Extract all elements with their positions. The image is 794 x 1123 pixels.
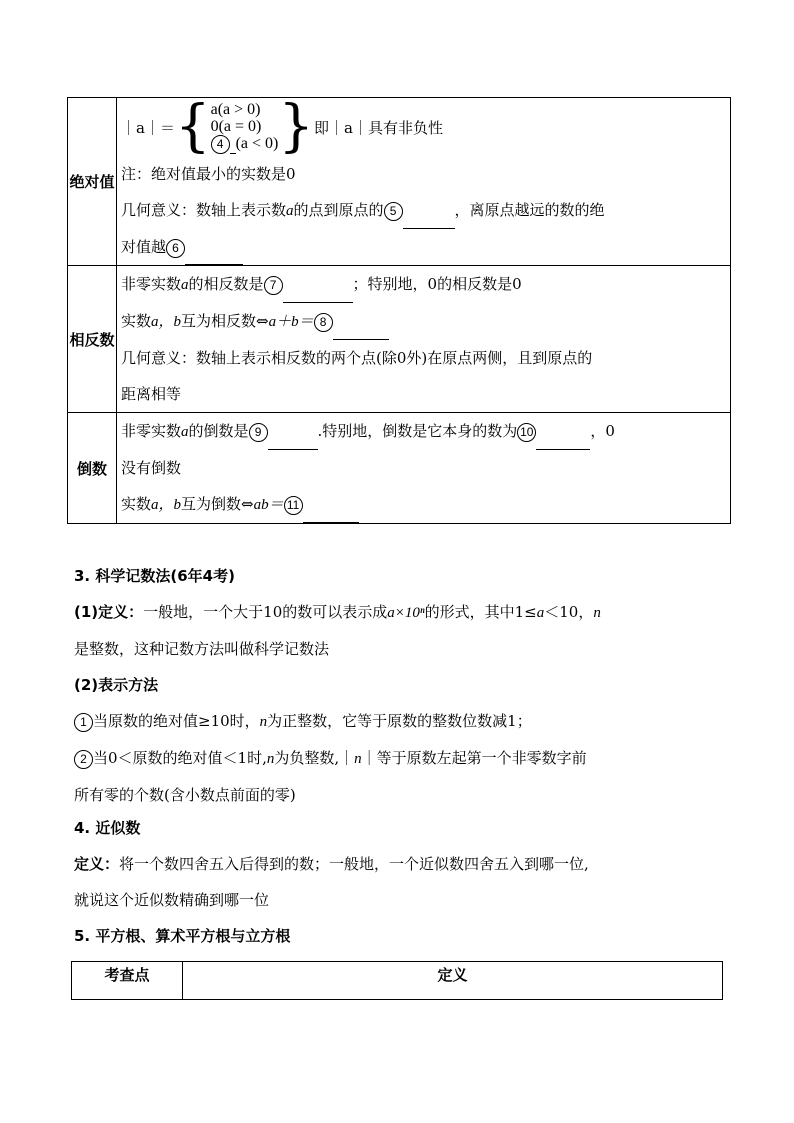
section-scientific-notation [74,558,734,813]
opposite-content [117,266,731,413]
section-approximate-number [74,810,734,918]
opposite-definition: 非零实数a的相反数是 7 ；特别地，0的相反数是0 [121,266,726,303]
answer-blank-10[interactable] [536,433,590,450]
case-negative: 4 (a < 0) [211,135,279,154]
answer-blank-9[interactable] [268,433,318,450]
answer-blank-7[interactable] [283,286,353,303]
section-4-title: 4. 近似数 [74,819,141,837]
row-label-reciprocal: 倒数 [68,413,117,524]
section-roots [74,918,734,954]
approx-definition-cont: 就说这个近似数精确到哪一位 [74,891,270,909]
blank-number-8: 8 [314,313,333,332]
answer-blank-11[interactable] [303,506,359,523]
piecewise-cases [211,101,279,154]
opposite-geometric-meaning: 几何意义：数轴上表示相反数的两个点(除0外)在原点两侧，且到原点的 [121,349,593,367]
sci-rule-2: 2 当0＜原数的绝对值＜1时,n为负整数,｜n｜等于原数左起第一个非零数字前 [74,740,734,777]
header-definition: 定义 [183,962,723,1000]
reciprocal-content [117,413,731,524]
roots-table [71,961,723,1000]
item-number-1: 1 [74,713,93,732]
reciprocal-definition-cont: 没有倒数 [121,459,182,477]
blank-number-11: 11 [284,496,303,515]
blank-number-10: 10 [517,423,536,442]
table-row-absolute-value [68,98,731,266]
approx-definition: 定义：将一个数四舍五入后得到的数；一般地，一个近似数四舍五入到哪一位, [74,855,589,873]
blank-number-6: 6 [166,239,185,258]
table-row-reciprocal [68,413,731,524]
sci-rule-1: 1 当原数的绝对值≥10时，n为正整数，它等于原数的整数位数减1； [74,703,734,740]
case-zero: 0(a = 0) [210,117,262,135]
answer-blank-8[interactable] [333,323,389,340]
sci-rule-2-cont: 所有零的个数(含小数点前面的零) [74,786,296,804]
absolute-value-definition: ｜a｜＝ { a(a > 0) 0(a = 0) 4 (a < 0) } 即｜a｜具有非负性 [121,94,443,159]
blank-number-9: 9 [249,423,268,442]
section-5-title: 5. 平方根、算术平方根与立方根 [74,927,291,945]
blank-number-7: 7 [264,276,283,295]
row-label-opposite: 相反数 [68,266,117,413]
concept-table [67,94,731,524]
blank-number-4: 4 [211,135,230,154]
sci-definition: (1)定义：一般地，一个大于10的数可以表示成a×10ⁿ的形式，其中1≤a＜10，n [74,603,601,621]
abs-note: 注：绝对值最小的实数是0 [121,165,296,183]
blank-number-5: 5 [384,202,403,221]
section-3-title: 3. 科学记数法(6年4考) [74,567,235,585]
case-positive: a(a > 0) [210,100,261,118]
roots-table-header [72,962,723,1000]
abs-geometric-meaning-cont: 对值越 6 [121,229,726,265]
answer-blank-5[interactable] [403,212,455,229]
table-row-opposite [68,266,731,413]
opposite-condition: 实数a，b互为相反数⇔a＋b＝ 8 [121,303,726,340]
abs-geometric-meaning: 几何意义：数轴上表示数a的点到原点的 5 ，离原点越远的数的绝 [121,192,726,229]
opposite-geometric-meaning-cont: 距离相等 [121,385,182,403]
row-label-absolute-value: 绝对值 [68,98,117,266]
answer-blank-6[interactable] [185,248,243,265]
item-number-2: 2 [74,750,93,769]
absolute-value-content [117,94,731,266]
reciprocal-condition: 实数a，b互为倒数⇔ab＝ 11 [121,486,726,523]
abs-def-rhs: 即｜a｜具有非负性 [314,118,443,137]
sci-definition-cont: 是整数，这种记数方法叫做科学记数法 [74,640,330,658]
sci-representation-title: (2)表示方法 [74,676,159,694]
header-examination-point: 考查点 [72,962,183,1000]
abs-def-lhs: ｜a｜＝ [121,118,175,137]
reciprocal-definition: 非零实数a的倒数是 9 .特别地，倒数是它本身的数为 10 ，0 [121,413,726,450]
